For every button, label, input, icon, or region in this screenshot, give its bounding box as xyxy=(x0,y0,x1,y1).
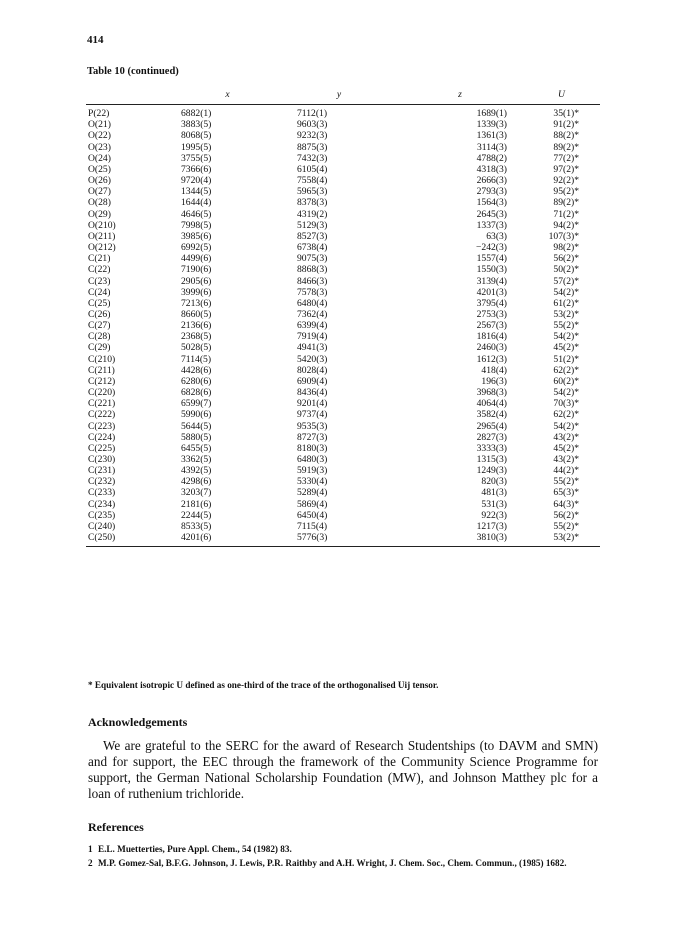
table-row xyxy=(86,376,600,387)
y-value: 9232(3) xyxy=(297,130,328,142)
y-value: 5965(3) xyxy=(297,186,328,198)
x-value: 4646(5) xyxy=(181,208,212,220)
z-value: 1217(3) xyxy=(476,520,507,532)
u-value: 62(2)* xyxy=(553,409,579,421)
x-value: 3999(6) xyxy=(181,286,212,298)
x-value: 6992(5) xyxy=(181,242,212,254)
table-row xyxy=(86,142,600,153)
x-value: 1644(4) xyxy=(181,197,212,209)
u-value: 94(2)* xyxy=(553,219,579,231)
table-row xyxy=(86,119,600,130)
table-row xyxy=(86,342,600,353)
table-row xyxy=(86,454,600,465)
x-value: 3362(5) xyxy=(181,454,212,465)
x-value: 3985(6) xyxy=(181,230,212,242)
reference-item xyxy=(88,857,598,869)
table-row xyxy=(86,164,600,175)
u-value: 53(2)* xyxy=(553,532,579,544)
table-row xyxy=(86,487,600,498)
page-number: 414 xyxy=(87,34,104,46)
table-row xyxy=(86,231,600,242)
z-value: 1337(3) xyxy=(476,219,507,231)
header-row xyxy=(86,86,600,105)
y-value: 9737(4) xyxy=(297,409,328,421)
table-row xyxy=(86,253,600,264)
reference-item xyxy=(88,843,598,855)
y-value: 7578(3) xyxy=(297,286,328,298)
atom-label: O(27) xyxy=(88,186,111,198)
y-value: 5330(4) xyxy=(297,476,328,488)
u-value: 77(2)* xyxy=(553,152,579,164)
y-value: 6105(4) xyxy=(297,163,328,175)
z-value: 3139(4) xyxy=(476,275,507,287)
y-value: 8466(3) xyxy=(297,275,328,287)
z-value: 3810(3) xyxy=(476,532,507,544)
y-value: 8436(4) xyxy=(297,387,328,399)
u-value: 45(2)* xyxy=(553,442,579,454)
atom-label: C(223) xyxy=(88,420,116,432)
z-value: 3968(3) xyxy=(476,387,507,399)
u-value: 71(2)* xyxy=(553,208,579,220)
table-body xyxy=(86,105,600,547)
z-value: 1689(1) xyxy=(476,108,507,120)
z-value: 2666(3) xyxy=(476,175,507,187)
y-value: 8527(3) xyxy=(297,230,328,242)
atom-label: C(220) xyxy=(88,387,116,399)
references-list xyxy=(88,843,598,871)
x-value: 2905(6) xyxy=(181,275,212,287)
atom-label: O(29) xyxy=(88,208,111,220)
table-row xyxy=(86,499,600,510)
u-value: 60(2)* xyxy=(553,375,579,387)
y-value: 7558(4) xyxy=(297,175,328,187)
y-value: 6480(3) xyxy=(297,454,328,465)
atom-label: C(250) xyxy=(88,532,116,544)
x-value: 8533(5) xyxy=(181,520,212,532)
table-footnote: * Equivalent isotropic U defined as one-third of the trace of the orthogonalised Uij tensor. xyxy=(88,680,439,690)
z-value: 3582(4) xyxy=(476,409,507,421)
reference-text: M.P. Gomez-Sal, B.F.G. Johnson, J. Lewis, P.R. Raithby and A.H. Wright, J. Chem. Soc., Chem. Commun., (1985) 1682. xyxy=(98,858,567,868)
table-caption: Table 10 (continued) xyxy=(87,66,179,77)
z-value: 1816(4) xyxy=(476,331,507,343)
table-row xyxy=(86,532,600,547)
z-value: 4318(3) xyxy=(476,163,507,175)
x-value: 6599(7) xyxy=(181,398,212,410)
y-value: 6738(4) xyxy=(297,242,328,254)
coordinates-table-container xyxy=(86,86,600,547)
z-value: 1612(3) xyxy=(476,353,507,365)
table-row xyxy=(86,409,600,420)
u-value: 50(2)* xyxy=(553,264,579,276)
u-value: 57(2)* xyxy=(553,275,579,287)
x-value: 2181(6) xyxy=(181,498,212,510)
y-value: 7432(3) xyxy=(297,152,328,164)
atom-label: O(24) xyxy=(88,152,111,164)
x-value: 6280(6) xyxy=(181,375,212,387)
atom-label: C(222) xyxy=(88,409,116,421)
u-value: 91(2)* xyxy=(553,119,579,131)
atom-label: C(22) xyxy=(88,264,111,276)
atom-label: O(212) xyxy=(88,242,116,254)
atom-label: O(23) xyxy=(88,141,111,153)
u-value: 51(2)* xyxy=(553,353,579,365)
u-value: 43(2)* xyxy=(553,431,579,443)
y-value: 5289(4) xyxy=(297,487,328,499)
x-value: 4201(6) xyxy=(181,532,212,544)
u-value: 89(2)* xyxy=(553,197,579,209)
y-value: 7362(4) xyxy=(297,308,328,320)
x-value: 4499(6) xyxy=(181,253,212,265)
atom-label: C(28) xyxy=(88,331,111,343)
header-x: x xyxy=(174,86,281,105)
u-value: 55(2)* xyxy=(553,520,579,532)
y-value: 8875(3) xyxy=(297,141,328,153)
x-value: 4392(5) xyxy=(181,465,212,477)
atom-label: C(240) xyxy=(88,520,116,532)
atom-label: C(21) xyxy=(88,253,111,265)
table-row xyxy=(86,197,600,208)
atom-label: O(26) xyxy=(88,175,111,187)
table-header xyxy=(86,86,600,105)
table-row xyxy=(86,287,600,298)
x-value: 7213(6) xyxy=(181,297,212,309)
y-value: 5919(3) xyxy=(297,465,328,477)
references-heading: References xyxy=(88,820,144,834)
u-value: 98(2)* xyxy=(553,242,579,254)
header-atom xyxy=(86,86,174,105)
x-value: 2244(5) xyxy=(181,509,212,521)
z-value: 820(3) xyxy=(481,476,507,488)
x-value: 5028(5) xyxy=(181,342,212,354)
atom-label: C(224) xyxy=(88,431,116,443)
x-value: 1995(5) xyxy=(181,141,212,153)
u-value: 97(2)* xyxy=(553,163,579,175)
z-value: 2460(3) xyxy=(476,342,507,354)
reference-text: E.L. Muetterties, Pure Appl. Chem., 54 (1982) 83. xyxy=(98,844,292,854)
atom-label: O(211) xyxy=(88,230,116,242)
u-value: 53(2)* xyxy=(553,308,579,320)
y-value: 8727(3) xyxy=(297,431,328,443)
z-value: 2793(3) xyxy=(476,186,507,198)
table-row xyxy=(86,443,600,454)
table-row xyxy=(86,320,600,331)
u-value: 92(2)* xyxy=(553,175,579,187)
z-value: 1550(3) xyxy=(476,264,507,276)
table-row xyxy=(86,220,600,231)
table-row xyxy=(86,105,600,120)
z-value: 2567(3) xyxy=(476,320,507,332)
y-value: 4941(3) xyxy=(297,342,328,354)
z-value: 1315(3) xyxy=(476,454,507,465)
x-value: 8660(5) xyxy=(181,308,212,320)
z-value: 3795(4) xyxy=(476,297,507,309)
atom-label: C(230) xyxy=(88,454,116,465)
header-z: z xyxy=(397,86,523,105)
u-value: 88(2)* xyxy=(553,130,579,142)
table-row xyxy=(86,209,600,220)
table-row xyxy=(86,264,600,275)
table-row xyxy=(86,365,600,376)
table-row xyxy=(86,331,600,342)
x-value: 5880(5) xyxy=(181,431,212,443)
z-value: 531(3) xyxy=(481,498,507,510)
x-value: 7998(5) xyxy=(181,219,212,231)
table-row xyxy=(86,421,600,432)
table-row xyxy=(86,398,600,409)
z-value: 3114(3) xyxy=(476,141,507,153)
z-value: 418(4) xyxy=(481,364,507,376)
table-row xyxy=(86,476,600,487)
atom-label: C(26) xyxy=(88,308,111,320)
atom-label: C(232) xyxy=(88,476,116,488)
u-value: 35(1)* xyxy=(553,108,579,120)
atom-label: C(23) xyxy=(88,275,111,287)
z-value: 1339(3) xyxy=(476,119,507,131)
table-row xyxy=(86,153,600,164)
atom-label: C(225) xyxy=(88,442,116,454)
z-value: −242(3) xyxy=(476,242,507,254)
x-value: 4428(6) xyxy=(181,364,212,376)
x-value: 2368(5) xyxy=(181,331,212,343)
u-value: 55(2)* xyxy=(553,320,579,332)
z-value: 3333(3) xyxy=(476,442,507,454)
x-value: 5644(5) xyxy=(181,420,212,432)
table-row xyxy=(86,465,600,476)
acknowledgements-heading: Acknowledgements xyxy=(88,715,188,729)
z-value: 4064(4) xyxy=(476,398,507,410)
z-value: 196(3) xyxy=(481,375,507,387)
z-value: 1564(3) xyxy=(476,197,507,209)
table-row xyxy=(86,130,600,141)
table-row xyxy=(86,387,600,398)
y-value: 8028(4) xyxy=(297,364,328,376)
u-value: 107(3)* xyxy=(548,230,579,242)
y-value: 9075(3) xyxy=(297,253,328,265)
y-value: 4319(2) xyxy=(297,208,328,220)
x-value: 5990(6) xyxy=(181,409,212,421)
atom-label: C(234) xyxy=(88,498,116,510)
y-value: 9603(3) xyxy=(297,119,328,131)
u-value: 43(2)* xyxy=(553,454,579,465)
atom-label: C(24) xyxy=(88,286,111,298)
x-value: 4298(6) xyxy=(181,476,212,488)
atom-label: C(210) xyxy=(88,353,116,365)
x-value: 7190(6) xyxy=(181,264,212,276)
u-value: 65(3)* xyxy=(553,487,579,499)
atom-label: C(25) xyxy=(88,297,111,309)
atom-label: C(231) xyxy=(88,465,116,477)
y-value: 5420(3) xyxy=(297,353,328,365)
x-value: 6882(1) xyxy=(181,108,212,120)
atom-label: O(25) xyxy=(88,163,111,175)
header-y: y xyxy=(281,86,397,105)
z-value: 1249(3) xyxy=(476,465,507,477)
y-value: 9535(3) xyxy=(297,420,328,432)
u-value: 56(2)* xyxy=(553,509,579,521)
y-value: 7919(4) xyxy=(297,331,328,343)
atom-label: O(28) xyxy=(88,197,111,209)
y-value: 8378(3) xyxy=(297,197,328,209)
u-value: 44(2)* xyxy=(553,465,579,477)
y-value: 5776(3) xyxy=(297,532,328,544)
z-value: 1361(3) xyxy=(476,130,507,142)
u-value: 55(2)* xyxy=(553,476,579,488)
atom-label: C(233) xyxy=(88,487,116,499)
u-value: 56(2)* xyxy=(553,253,579,265)
atom-label: P(22) xyxy=(88,108,110,120)
z-value: 2827(3) xyxy=(476,431,507,443)
x-value: 3883(5) xyxy=(181,119,212,131)
atom-label: C(27) xyxy=(88,320,111,332)
x-value: 6828(6) xyxy=(181,387,212,399)
u-value: 95(2)* xyxy=(553,186,579,198)
y-value: 6450(4) xyxy=(297,509,328,521)
u-value: 54(2)* xyxy=(553,387,579,399)
atom-label: O(22) xyxy=(88,130,111,142)
reference-number: 1 xyxy=(88,844,93,854)
z-value: 2753(3) xyxy=(476,308,507,320)
x-value: 1344(5) xyxy=(181,186,212,198)
table-row xyxy=(86,510,600,521)
z-value: 481(3) xyxy=(481,487,507,499)
u-value: 70(3)* xyxy=(553,398,579,410)
u-value: 54(2)* xyxy=(553,420,579,432)
y-value: 5869(4) xyxy=(297,498,328,510)
atom-label: C(29) xyxy=(88,342,111,354)
table-row xyxy=(86,309,600,320)
y-value: 7115(4) xyxy=(297,520,328,532)
z-value: 922(3) xyxy=(481,509,507,521)
table-row xyxy=(86,521,600,532)
y-value: 8868(3) xyxy=(297,264,328,276)
y-value: 7112(1) xyxy=(297,108,328,120)
u-value: 62(2)* xyxy=(553,364,579,376)
table-row xyxy=(86,276,600,287)
x-value: 7366(6) xyxy=(181,163,212,175)
y-value: 8180(3) xyxy=(297,442,328,454)
header-u: U xyxy=(523,86,600,105)
u-value: 89(2)* xyxy=(553,141,579,153)
acknowledgements-body: We are grateful to the SERC for the award of Research Studentships (to DAVM and SMN) and for support, the EEC through the framework of the Community Science Programme for support, the German National Scholarship Foundation (MW), and Johnson Matthey plc for a loan of ruthenium trichloride. xyxy=(88,738,598,801)
atom-label: C(211) xyxy=(88,364,115,376)
x-value: 7114(5) xyxy=(181,353,212,365)
z-value: 4201(3) xyxy=(476,286,507,298)
u-value: 54(2)* xyxy=(553,286,579,298)
atom-label: C(221) xyxy=(88,398,116,410)
x-value: 9720(4) xyxy=(181,175,212,187)
x-value: 3203(7) xyxy=(181,487,212,499)
x-value: 6455(5) xyxy=(181,442,212,454)
u-value: 54(2)* xyxy=(553,331,579,343)
atomic-coordinates-table xyxy=(86,86,600,547)
x-value: 8068(5) xyxy=(181,130,212,142)
z-value: 4788(2) xyxy=(476,152,507,164)
z-value: 1557(4) xyxy=(476,253,507,265)
x-value: 2136(6) xyxy=(181,320,212,332)
atom-label: C(212) xyxy=(88,375,116,387)
z-value: 2645(3) xyxy=(476,208,507,220)
atom-label: C(235) xyxy=(88,509,116,521)
y-value: 9201(4) xyxy=(297,398,328,410)
y-value: 6480(4) xyxy=(297,297,328,309)
table-row xyxy=(86,186,600,197)
atom-label: O(21) xyxy=(88,119,111,131)
u-value: 45(2)* xyxy=(553,342,579,354)
table-row xyxy=(86,175,600,186)
u-value: 61(2)* xyxy=(553,297,579,309)
table-row xyxy=(86,354,600,365)
atom-label: O(210) xyxy=(88,219,116,231)
reference-number: 2 xyxy=(88,858,93,868)
z-value: 2965(4) xyxy=(476,420,507,432)
y-value: 6399(4) xyxy=(297,320,328,332)
y-value: 6909(4) xyxy=(297,375,328,387)
u-value: 64(3)* xyxy=(553,498,579,510)
table-row xyxy=(86,298,600,309)
y-value: 5129(3) xyxy=(297,219,328,231)
table-row xyxy=(86,242,600,253)
z-value: 63(3) xyxy=(486,230,507,242)
table-row xyxy=(86,432,600,443)
x-value: 3755(5) xyxy=(181,152,212,164)
